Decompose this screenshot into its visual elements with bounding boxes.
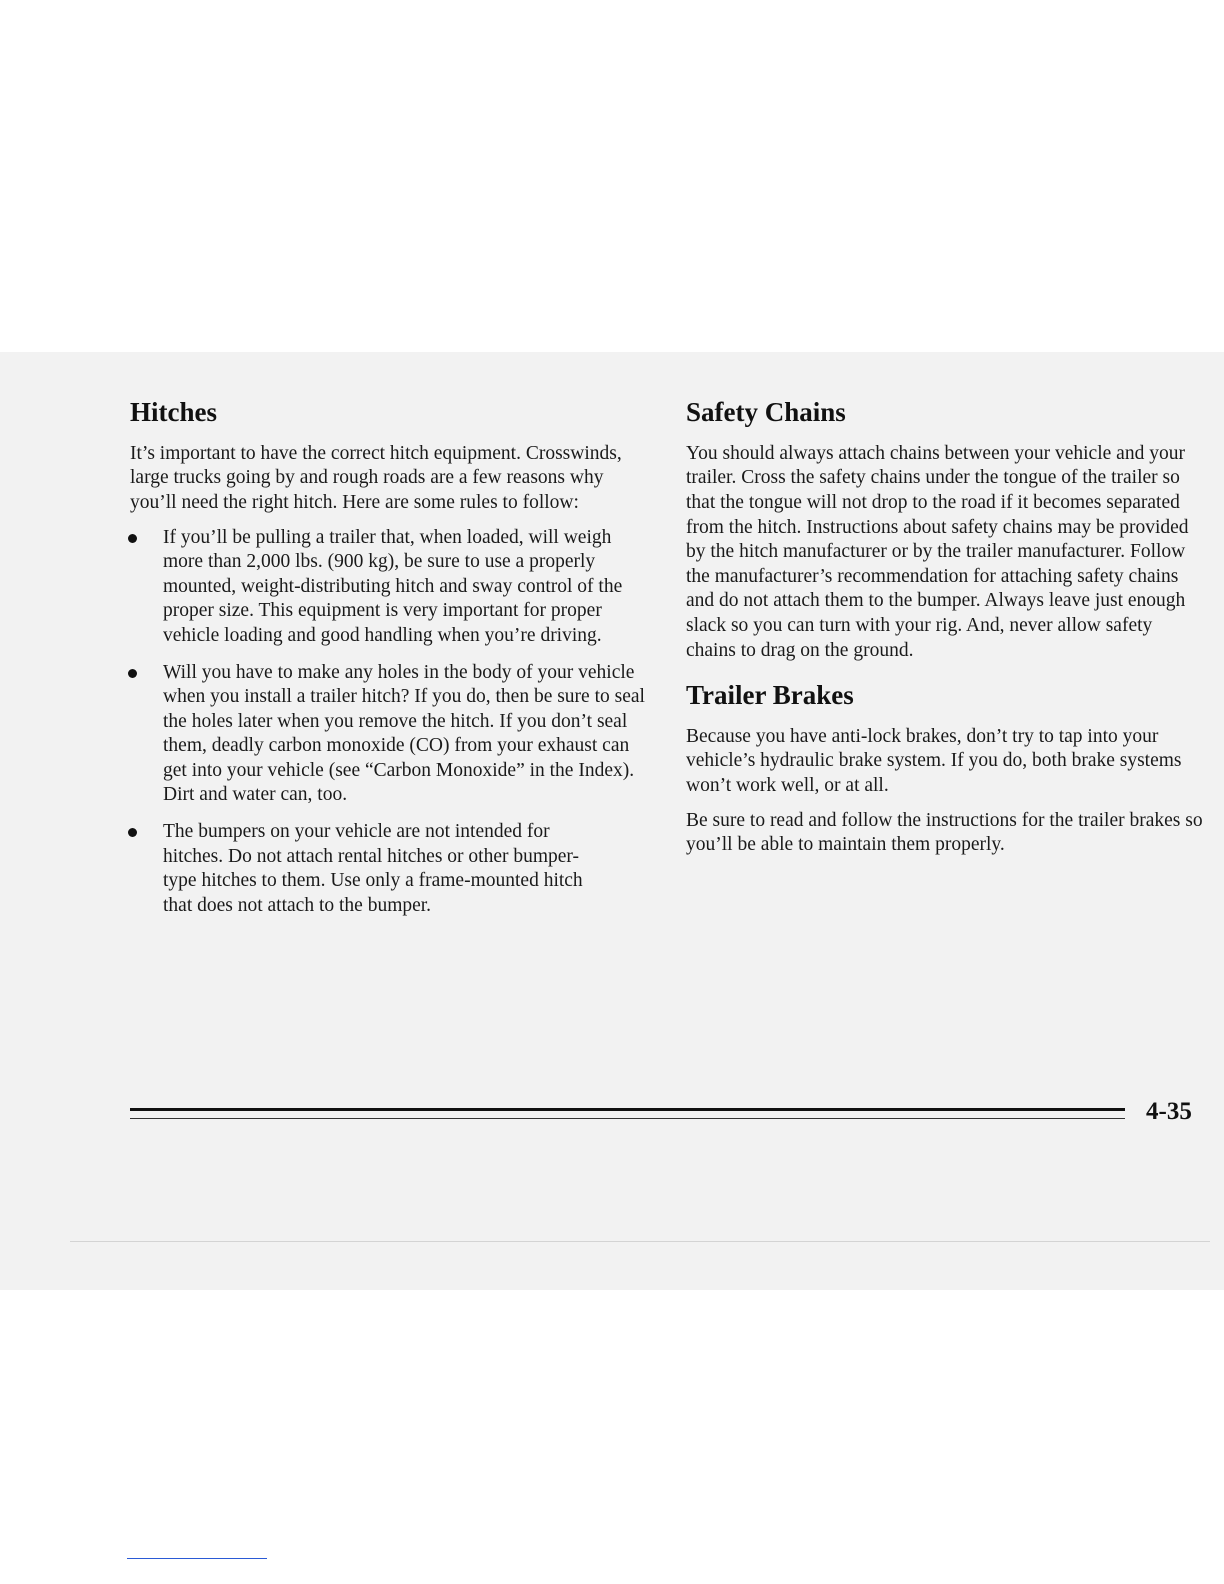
safety-chains-heading: Safety Chains	[686, 397, 846, 427]
hitches-rules-list	[130, 526, 645, 919]
trailer-brakes-heading: Trailer Brakes	[686, 680, 854, 711]
footer-rule-thin	[130, 1118, 1125, 1119]
hitches-intro: It’s important to have the correct hitch equipment. Crosswinds, large trucks going by and rough roads are a few reasons why you’ll need the right hitch. Here are some rules to follow:	[130, 442, 622, 513]
left-column	[130, 396, 645, 930]
bullet-icon	[128, 669, 137, 678]
list-item-text: If you’ll be pulling a trailer that, when loaded, will weigh more than 2,000 lbs. (900 kg), be sure to use a properly mounted, weight-distributing hitch and sway control of the proper size. This equipment is very important for proper vehicle loading and good handling when you’re driving.	[163, 526, 623, 646]
footer-rule-thick	[130, 1108, 1125, 1111]
trailer-brakes-text-1: Because you have anti-lock brakes, don’t try to tap into your vehicle’s hydraulic brake system. If you do, both brake systems won’t work well, or at all.	[686, 725, 1182, 797]
list-item-text: The bumpers on your vehicle are not intended for hitches. Do not attach rental hitches or other bumper-type hitches to them. Use only a frame-mounted hitch that does not attach to the bumper.	[163, 821, 583, 916]
bullet-icon	[128, 534, 137, 543]
list-item	[130, 661, 645, 809]
list-item-text: Will you have to make any holes in the body of your vehicle when you install a trailer hitch? If you do, then be sure to seal the holes later when you remove the hitch. If you don’t seal them, deadly carbon monoxide (CO) from your exhaust can get into your vehicle (see “Carbon Monoxide” in the Index). Dirt and water can, too.	[163, 661, 645, 806]
safety-chains-text: You should always attach chains between your vehicle and your trailer. Cross the safety chains under the tongue of the trailer so that the tongue will not drop to the road if it becomes separated from the hitch. Instructions about safety chains may be provided by the hitch manufacturer or by the trailer manufacturer. Follow the manufacturer’s recommendation for attaching safety chains and do not attach them to the bumper. Always leave just enough slack so you can turn with your rig. And, never allow safety chains to drag on the ground.	[686, 442, 1189, 661]
scan-edge-line	[70, 1241, 1210, 1242]
page-number: 4-35	[1146, 1098, 1192, 1125]
list-item	[130, 526, 645, 649]
hitches-heading: Hitches	[130, 397, 217, 427]
trailer-brakes-text-2: Be sure to read and follow the instructions for the trailer brakes so you’ll be able to maintain them properly.	[686, 809, 1203, 856]
list-item	[130, 820, 645, 918]
bullet-icon	[128, 828, 137, 837]
footer-link-underline	[127, 1558, 267, 1559]
right-column	[686, 396, 1206, 868]
